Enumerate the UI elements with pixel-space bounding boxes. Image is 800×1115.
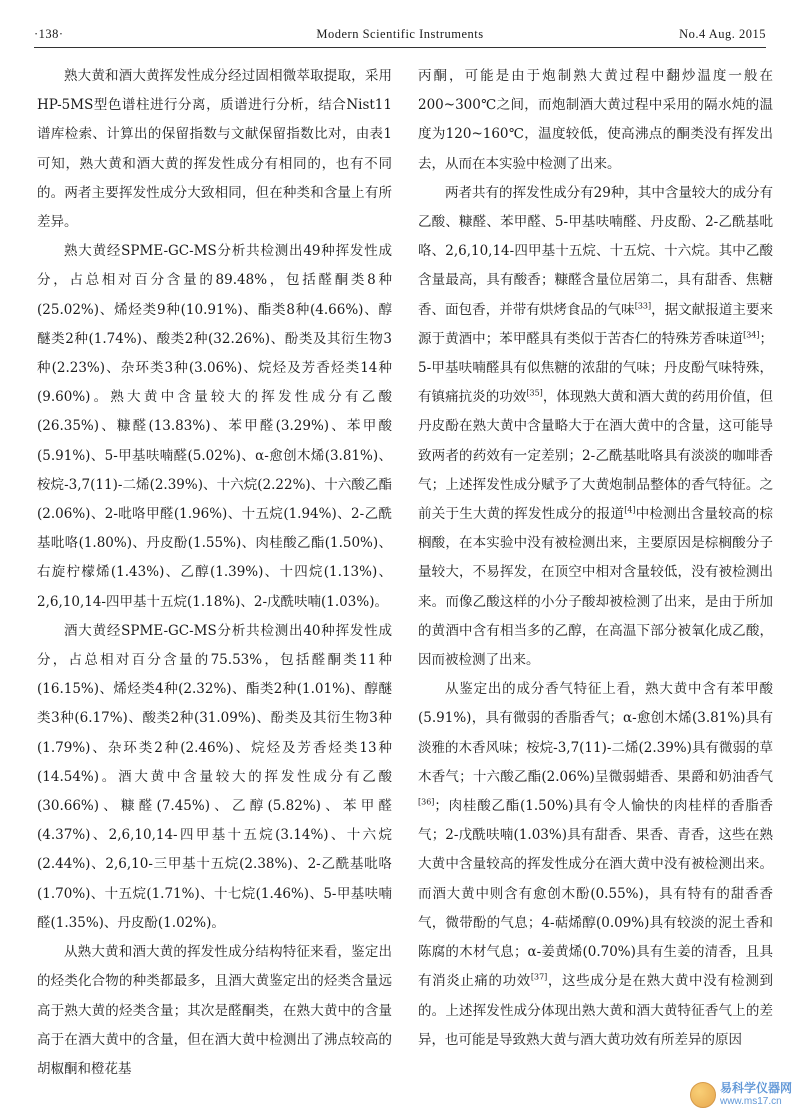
- paragraph: 从熟大黄和酒大黄的挥发性成分结构特征来看，鉴定出的烃类化合物的种类都最多，且酒大黄鉴定出的烃类含量远高于熟大黄的烃类含量；其次是醛酮类，在熟大黄中的含量高于在酒大黄中的含量，但在酒大黄中检测出了沸点较高的胡椒酮和橙花基: [37, 944, 392, 1077]
- watermark-name: 易科学仪器网: [719, 1081, 792, 1095]
- citation: [35]: [526, 388, 543, 398]
- text-run: 两者共有的挥发性成分有29种，其中含量较大的成分有乙酸、糠醛、苯甲醛、5-甲基呋喃醛、丹皮酚、2-乙酰基吡咯、2,6,10,14-四甲基十五烷、十五烷、十六烷。其中乙酸含量最高，具有酸香；糠醛含量位居第二，具有甜香、焦糖香、面包香，并带有烘烤食品的气味: [418, 184, 773, 318]
- citation: [4]: [624, 505, 636, 515]
- paragraph-continued: 丙酮，可能是由于炮制熟大黄过程中翻炒温度一般在200~300℃之间，而炮制酒大黄过程中采用的隔水炖的温度为120~160℃，温度较低，使高沸点的酮类没有挥发出去，从而在本实验中检测了出来。: [418, 68, 773, 172]
- watermark-url: www.ms17.cn: [719, 1096, 782, 1107]
- text-run: 从鉴定出的成分香气特征上看，熟大黄中含有苯甲酸(5.91%)，具有微弱的香脂香气；α-愈创木烯(3.81%)具有淡雅的木香风味；桉烷-3,7(11)-二烯(2.39%)具有微弱的草木香气；十六酸乙酯(2.06%)呈微弱蜡香、果爵和奶油香气: [418, 681, 773, 785]
- header-rule: [34, 47, 766, 48]
- running-header: [34, 24, 766, 46]
- paragraph: 熟大黄和酒大黄挥发性成分经过固相微萃取提取，采用HP-5MS型色谱柱进行分离，质谱进行分析，结合Nist11谱库检索、计算出的保留指数与文献保留指数比对，由表1可知，熟大黄和酒大黄的挥发性成分有相同的，也有不同的。两者主要挥发性成分大致相同，但在种类和含量上有所差异。: [37, 68, 392, 231]
- citation: [37]: [530, 972, 548, 982]
- text-run: ；肉桂酸乙酯(1.50%)具有令人愉快的肉桂样的香脂香气；2-戊酰呋喃(1.03%)具有甜香、果香、青香，这些在熟大黄中含量较高的挥发性成分在酒大黄中没有被检测出来。而酒大黄中则含有愈创木酚(0.55%)，具有特有的甜香香气，微带酚的气息；4-萜烯醇(0.09%)具有较淡的泥土香和陈腐的木材气息；α-姜黄烯(0.70%)具有生姜的清香，且具有消炎止痛的功效: [418, 798, 773, 990]
- left-column: [37, 62, 392, 1084]
- site-watermark: [690, 1081, 792, 1109]
- journal-name: Modern Scientific Instruments: [316, 27, 484, 41]
- paragraph: [418, 675, 773, 1055]
- text-run: ；5-甲基呋喃醛具有似焦糖的浓甜的气味；丹皮酚气味特殊，有镇痛抗炎的功效: [418, 330, 773, 406]
- paragraph: 熟大黄经SPME-GC-MS分析共检测出49种挥发性成分，占总相对百分含量的89.48%，包括醛酮类8种(25.02%)、烯烃类9种(10.91%)、酯类8种(4.66%)、醇醚类2种(1.74%)、酸类2种(32.26%)、酚类及其衍生物3种(2.23%)、杂环类3种(3.06%)、烷烃及芳香烃类14种(9.60%)。熟大黄中含量较大的挥发性成分有乙酸(26.35%)、糠醛(13.83%)、苯甲醛(3.29%)、苯甲酸(5.91%)、5-甲基呋喃醛(5.02%)、α-愈创木烯(3.81%)、桉烷-3,7(11)-二烯(2.39%)、十六烷(2.22%)、十六酸乙酯(2.06%)、2-吡咯甲醛(1.96%)、十五烷(1.94%)、2-乙酰基吡咯(1.80%)、丹皮酚(1.55%)、肉桂酸乙酯(1.50%)、右旋柠檬烯(1.43%)、乙醇(1.39%)、十四烷(1.13%)、2,6,10,14-四甲基十五烷(1.18%)、2-戊酰呋喃(1.03%)。: [37, 243, 392, 610]
- citation: [36]: [418, 797, 435, 807]
- issue-info: No.4 Aug. 2015: [679, 27, 766, 41]
- citation: [34]: [743, 330, 760, 340]
- page-number: ·138·: [34, 27, 64, 41]
- paragraph: 酒大黄经SPME-GC-MS分析共检测出40种挥发性成分，占总相对百分含量的75.53%，包括醛酮类11种(16.15%)、烯烃类4种(2.32%)、酯类2种(1.01%)、醇醚类3种(6.17%)、酸类2种(31.09%)、酚类及其衍生物3种(1.79%)、杂环类2种(2.46%)、烷烃及芳香烃类13种(14.54%)。酒大黄中含量较大的挥发性成分有乙酸(30.66%)、糠醛(7.45%)、乙醇(5.82%)、苯甲醛(4.37%)、2,6,10,14-四甲基十五烷(3.14%)、十六烷(2.44%)、2,6,10-三甲基十五烷(2.38%)、2-乙酰基吡咯(1.70%)、十五烷(1.71%)、十七烷(1.46%)、5-甲基呋喃醛(1.35%)、丹皮酚(1.02%)。: [37, 622, 392, 931]
- paragraph: [418, 179, 773, 675]
- text-run: ，这些成分是在熟大黄中没有检测到的。上述挥发性成分体现出熟大黄和酒大黄特征香气上的差异，也可能是导致熟大黄与酒大黄功效有所差异的原因: [418, 973, 773, 1048]
- citation: [33]: [634, 301, 652, 311]
- right-column: [418, 62, 773, 1055]
- watermark-logo-icon: [690, 1082, 716, 1108]
- text-run: ，体现熟大黄和酒大黄的药用价值，但丹皮酚在熟大黄中含量略大于在酒大黄中的含量，这可能导致两者的药效有一定差别；2-乙酰基吡咯具有淡淡的咖啡香气；上述挥发性成分赋予了大黄炮制品整体的香气特征。之前关于生大黄的挥发性成分的报道: [418, 389, 774, 523]
- text-run: 中检测出含量较高的棕榈酸，在本实验中没有被检测出来，主要原因是棕榈酸分子量较大，不易挥发，在顶空中相对含量较低，没有被检测出来。而像乙酸这样的小分子酸却被检测了出来，是由于所加的黄酒中含有相当多的乙醇，在高温下部分被氧化成乙酸，因而被检测了出来。: [418, 506, 774, 669]
- text-run: ，据文献报道主要来源于黄酒中；苯甲醛具有类似于苦杏仁的特殊芳香味道: [418, 301, 774, 347]
